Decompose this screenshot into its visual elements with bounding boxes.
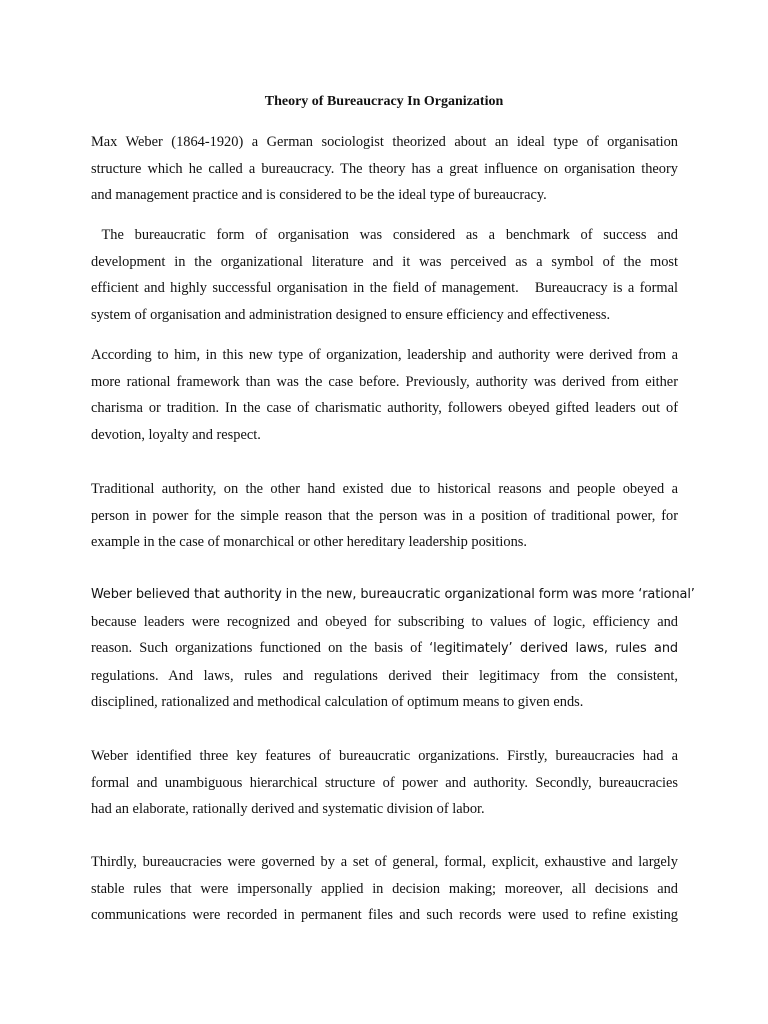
paragraph-line: According to him, in this new type of organization, leadership and authority were derived from a — [91, 347, 678, 363]
paragraph-line: disciplined, rationalized and methodical calculation of optimum means to given ends. — [91, 694, 584, 711]
paragraph-line: Weber believed that authority in the new, bureaucratic organizational form was more ‘rational’ — [91, 587, 695, 602]
paragraph-intro — [91, 129, 678, 209]
paragraph-line: had an elaborate, rationally derived and systematic division of labor. — [91, 801, 485, 818]
paragraph-line: stable rules that were impersonally applied in decision making; moreover, all decisions and — [91, 880, 678, 897]
paragraph-line: Traditional authority, on the other hand existed due to historical reasons and people obeyed a — [91, 481, 678, 497]
paragraph-rules — [91, 849, 678, 929]
paragraph-line: charisma or tradition. In the case of charismatic authority, followers obeyed gifted leaders out of — [91, 400, 678, 417]
document-title: Theory of Bureaucracy In Organization — [264, 94, 504, 109]
paragraph-line: person in power for the simple reason that the person was in a position of traditional power, for — [91, 507, 678, 524]
paragraph-line: formal and unambiguous hierarchical structure of power and authority. Secondly, bureaucracies — [91, 774, 678, 791]
paragraph-line: system of organisation and administration designed to ensure efficiency and effectiveness. — [91, 306, 611, 323]
paragraph-line: structure which he called a bureaucracy. The theory has a great influence on organisation theory — [91, 160, 678, 177]
paragraph-line: example in the case of monarchical or other hereditary leadership positions. — [91, 534, 527, 551]
paragraph-line: The bureaucratic form of organisation was considered as a benchmark of success and — [91, 227, 678, 243]
paragraph-line: because leaders were recognized and obeyed for subscribing to values of logic, efficiency and — [91, 613, 678, 630]
paragraph-line-segment: ‘legitimately’ derived laws, rules and — [429, 641, 678, 657]
paragraph-line: regulations. And laws, rules and regulations derived their legitimacy from the consistent, — [91, 667, 678, 684]
paragraph-line: Weber identified three key features of bureaucratic organizations. Firstly, bureaucracies had a — [91, 748, 678, 764]
paragraph-line — [91, 635, 678, 663]
paragraph-authority — [91, 342, 678, 448]
paragraph-bureaucratic-form — [91, 222, 678, 328]
paragraph-line: efficient and highly successful organisation in the field of management. Bureaucracy is a formal — [91, 280, 678, 297]
paragraph-line: development in the organizational literature and it was perceived as a symbol of the most — [91, 253, 678, 270]
paragraph-rational-authority — [91, 582, 695, 716]
paragraph-line-segment: reason. Such organizations functioned on the basis of — [91, 640, 430, 657]
paragraph-key-features — [91, 743, 678, 823]
paragraph-line: Max Weber (1864-1920) a German sociologist theorized about an ideal type of organisation — [91, 134, 678, 150]
paragraph-traditional-authority — [91, 476, 678, 556]
paragraph-line: more rational framework than was the case before. Previously, authority was derived from either — [91, 373, 678, 390]
paragraph-line: communications were recorded in permanent files and such records were used to refine existing — [91, 907, 678, 924]
paragraph-line: Thirdly, bureaucracies were governed by a set of general, formal, explicit, exhaustive and largely — [91, 854, 678, 870]
paragraph-line: and management practice and is considered to be the ideal type of bureaucracy. — [91, 187, 547, 204]
paragraph-line: devotion, loyalty and respect. — [91, 426, 261, 443]
